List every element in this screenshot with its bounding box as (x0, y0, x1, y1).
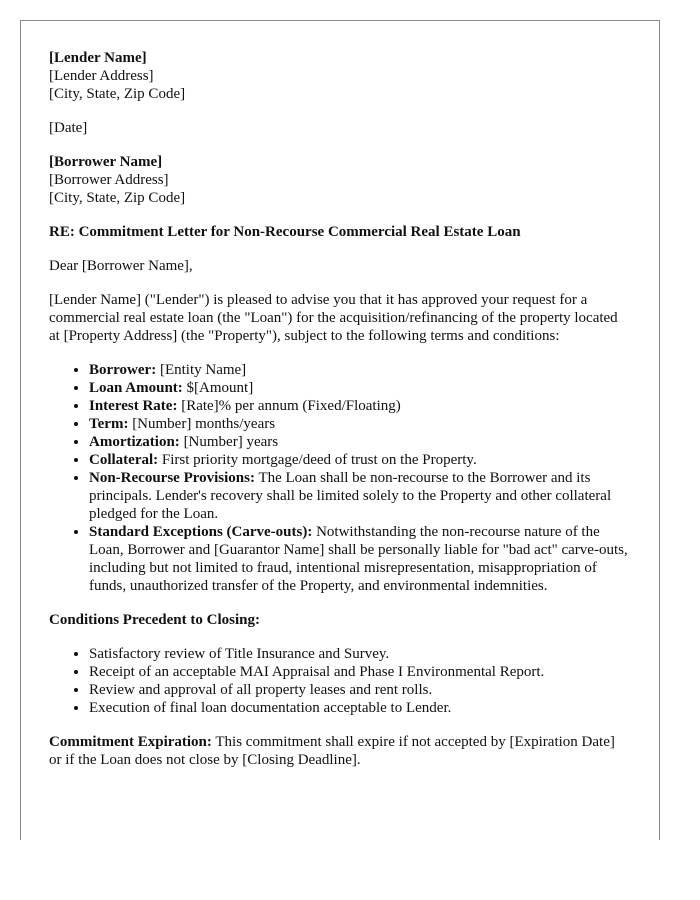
lender-block (49, 49, 631, 103)
borrower-name: [Borrower Name] (49, 154, 163, 170)
term-label: Interest Rate: (89, 398, 178, 414)
conditions-heading: Conditions Precedent to Closing: (49, 612, 260, 628)
borrower-address: [Borrower Address] (49, 172, 169, 188)
term-item (89, 379, 631, 397)
term-text: [Entity Name] (156, 362, 247, 378)
condition-item: • Receipt of an acceptable MAI Appraisal and Phase I Environmental Report. (89, 663, 631, 681)
term-item (89, 451, 631, 469)
letter-content (21, 21, 659, 769)
term-text: [Number] months/years (128, 416, 276, 432)
borrower-block (49, 153, 631, 207)
expiration-paragraph (49, 733, 631, 769)
term-text: First priority mortgage/deed of trust on the Property. (158, 452, 477, 468)
term-label: Amortization: (89, 434, 180, 450)
letter-date: [Date] (49, 120, 88, 136)
term-item (89, 415, 631, 433)
condition-item: • Review and approval of all property leases and rent rolls. (89, 681, 631, 699)
re-line: RE: Commitment Letter for Non-Recourse Commercial Real Estate Loan (49, 224, 521, 240)
term-label: Non-Recourse Provisions: (89, 470, 255, 486)
term-text: The Loan shall be non-recourse to the Borrower and its principals. Lender's recovery shall be limited solely to the Property and other collateral pledged for the Loan. (89, 470, 612, 522)
conditions-list (49, 645, 631, 717)
terms-list (49, 361, 631, 595)
term-item (89, 433, 631, 451)
term-label: Term: (89, 416, 129, 432)
condition-item: • Execution of final loan documentation acceptable to Lender. (89, 699, 631, 717)
lender-city: [City, State, Zip Code] (49, 86, 186, 102)
term-label: Borrower: (89, 362, 157, 378)
term-text: $[Amount] (182, 380, 254, 396)
lender-address: [Lender Address] (49, 68, 154, 84)
lender-name: [Lender Name] (49, 50, 147, 66)
term-text: Notwithstanding the non-recourse nature of the Loan, Borrower and [Guarantor Name] shall be personally liable for "bad act" carve-outs, including but not limited to fraud, intentional misrepresentation, misappropriation of funds, unauthorized transfer of the Property, and environmental indemnities. (89, 524, 628, 594)
condition-item: • Satisfactory review of Title Insurance and Survey. (89, 645, 631, 663)
letter-page (20, 20, 660, 840)
intro-paragraph: [Lender Name] ("Lender") is pleased to advise you that it has approved your request for a commercial real estate loan (the "Loan") for the acquisition/refinancing of the property located at [Property Address] (the "Property"), subject to the following terms and conditions: (49, 292, 618, 344)
term-item (89, 469, 631, 523)
term-text: [Number] years (179, 434, 279, 450)
expiration-text: This commitment shall expire if not accepted by [Expiration Date] or if the Loan does not close by [Closing Deadline]. (49, 734, 615, 768)
term-label: Standard Exceptions (Carve-outs): (89, 524, 313, 540)
term-item (89, 361, 631, 379)
term-label: Collateral: (89, 452, 159, 468)
term-text: [Rate]% per annum (Fixed/Floating) (177, 398, 401, 414)
borrower-city: [City, State, Zip Code] (49, 190, 186, 206)
term-item (89, 523, 631, 595)
expiration-label: Commitment Expiration: (49, 734, 212, 750)
salutation: Dear [Borrower Name], (49, 258, 193, 274)
term-item (89, 397, 631, 415)
term-label: Loan Amount: (89, 380, 183, 396)
